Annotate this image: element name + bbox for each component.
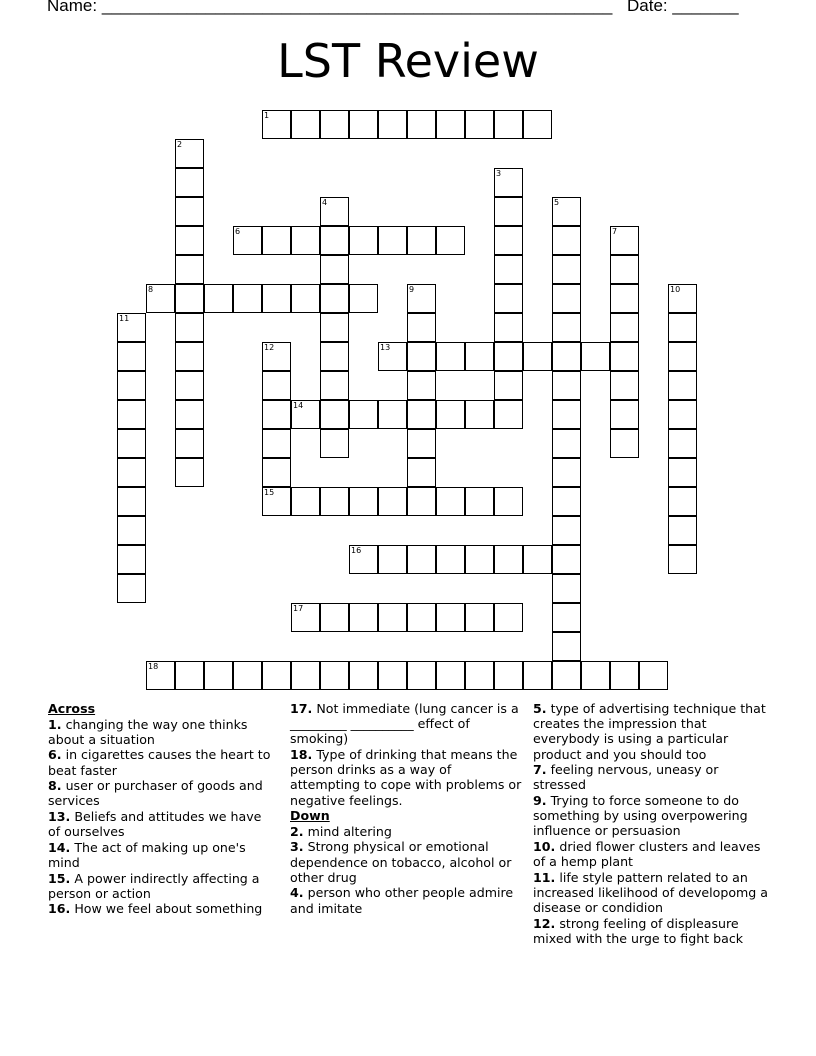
crossword-cell[interactable]	[552, 400, 581, 429]
crossword-cell[interactable]	[378, 661, 407, 690]
crossword-cell[interactable]	[523, 342, 552, 371]
clue-down-12: 12. strong feeling of displeasure mixed with the urge to fight back	[533, 915, 744, 946]
cell-number: 8	[148, 285, 154, 294]
cell-number: 9	[409, 285, 415, 294]
crossword-cell[interactable]	[349, 545, 378, 574]
crossword-cell[interactable]	[320, 371, 349, 400]
crossword-cell[interactable]	[436, 487, 465, 516]
crossword-cell[interactable]	[320, 284, 349, 313]
crossword-cell[interactable]	[407, 400, 436, 429]
crossword-cell[interactable]	[349, 110, 378, 139]
clue-across-6: 6. in cigarettes causes the heart to beat faster	[48, 747, 271, 778]
crossword-cell[interactable]	[552, 516, 581, 545]
crossword-cell[interactable]	[552, 313, 581, 342]
crossword-cell[interactable]	[407, 313, 436, 342]
crossword-cell[interactable]	[668, 429, 697, 458]
crossword-cell[interactable]	[117, 516, 146, 545]
crossword-cell[interactable]	[494, 661, 523, 690]
crossword-cell[interactable]	[204, 284, 233, 313]
clue-down-4: 4. person who other people admire and imitate	[290, 885, 514, 916]
crossword-cell[interactable]	[610, 226, 639, 255]
crossword-cell[interactable]	[465, 603, 494, 632]
crossword-cell[interactable]	[668, 458, 697, 487]
crossword-cell[interactable]	[668, 284, 697, 313]
crossword-cell[interactable]	[610, 371, 639, 400]
crossword-cell[interactable]	[117, 545, 146, 574]
crossword-cell[interactable]	[146, 661, 175, 690]
crossword-cell[interactable]	[668, 371, 697, 400]
crossword-cell[interactable]	[262, 110, 291, 139]
crossword-cell[interactable]	[320, 487, 349, 516]
crossword-cell[interactable]	[320, 197, 349, 226]
crossword-cell[interactable]	[349, 400, 378, 429]
cell-number: 4	[322, 198, 328, 207]
crossword-cell[interactable]	[233, 284, 262, 313]
clue-across-15: 15. A power indirectly affecting a person or action	[48, 870, 260, 901]
crossword-cell[interactable]	[668, 342, 697, 371]
crossword-cell[interactable]	[378, 226, 407, 255]
crossword-cell[interactable]	[494, 284, 523, 313]
crossword-cell[interactable]	[291, 487, 320, 516]
crossword-cell[interactable]	[668, 545, 697, 574]
crossword-cell[interactable]	[668, 516, 697, 545]
crossword-cell[interactable]	[349, 284, 378, 313]
crossword-cell[interactable]	[175, 400, 204, 429]
crossword-cell[interactable]	[378, 487, 407, 516]
crossword-cell[interactable]	[204, 661, 233, 690]
crossword-cell[interactable]	[552, 197, 581, 226]
clues-column-1	[48, 701, 276, 917]
crossword-cell[interactable]	[552, 255, 581, 284]
page-title: LST Review	[277, 34, 539, 88]
crossword-cell[interactable]	[320, 226, 349, 255]
crossword-cell[interactable]	[117, 371, 146, 400]
crossword-cell[interactable]	[407, 110, 436, 139]
crossword-cell[interactable]	[291, 603, 320, 632]
crossword-cell[interactable]	[117, 458, 146, 487]
crossword-cell[interactable]	[552, 342, 581, 371]
crossword-cell[interactable]	[320, 255, 349, 284]
name-label: Name:	[47, 0, 98, 15]
crossword-cell[interactable]	[668, 487, 697, 516]
name-blank[interactable]: ______________________________________________________	[101, 0, 613, 15]
crossword-cell[interactable]	[552, 603, 581, 632]
crossword-cell[interactable]	[117, 487, 146, 516]
crossword-cell[interactable]	[552, 632, 581, 661]
clue-down-11: 11. life style pattern related to an increased likelihood of developomg a disease or condidion	[533, 869, 769, 916]
crossword-cell[interactable]	[465, 400, 494, 429]
crossword-cell[interactable]	[407, 342, 436, 371]
crossword-cell[interactable]	[494, 197, 523, 226]
crossword-cell[interactable]	[320, 110, 349, 139]
crossword-cell[interactable]	[610, 313, 639, 342]
cell-number: 12	[264, 343, 275, 352]
clue-down-7: 7. feeling nervous, uneasy or stressed	[533, 762, 719, 793]
cell-number: 13	[380, 343, 391, 352]
crossword-cell[interactable]	[291, 400, 320, 429]
crossword-cell[interactable]	[407, 371, 436, 400]
crossword-cell[interactable]	[552, 371, 581, 400]
crossword-cell[interactable]	[320, 313, 349, 342]
crossword-cell[interactable]	[552, 661, 581, 690]
crossword-cell[interactable]	[494, 226, 523, 255]
clue-across-1: 1. changing the way one thinks about a situation	[48, 716, 248, 747]
crossword-cell[interactable]	[175, 661, 204, 690]
crossword-cell[interactable]	[436, 603, 465, 632]
cell-number: 17	[293, 604, 304, 613]
clue-across-14: 14. The act of making up one's mind	[48, 839, 246, 870]
cell-number: 10	[670, 285, 681, 294]
crossword-cell[interactable]	[117, 400, 146, 429]
date-label: Date:	[627, 0, 668, 15]
crossword-cell[interactable]	[349, 487, 378, 516]
crossword-cell[interactable]	[262, 400, 291, 429]
crossword-cell[interactable]	[320, 342, 349, 371]
cell-number: 1	[264, 111, 270, 120]
crossword-cell[interactable]	[175, 371, 204, 400]
cell-number: 6	[235, 227, 241, 236]
clue-across-16: 16. How we feel about something	[48, 901, 263, 917]
crossword-cell[interactable]	[291, 661, 320, 690]
cell-number: 18	[148, 662, 159, 671]
down-heading: Down	[290, 808, 330, 824]
crossword-cell[interactable]	[610, 255, 639, 284]
cell-number: 14	[293, 401, 304, 410]
cell-number: 7	[612, 227, 618, 236]
crossword-cell[interactable]	[552, 487, 581, 516]
crossword-cell[interactable]	[436, 661, 465, 690]
crossword-cell[interactable]	[175, 284, 204, 313]
crossword-cell[interactable]	[175, 168, 204, 197]
crossword-cell[interactable]	[262, 226, 291, 255]
crossword-cell[interactable]	[349, 661, 378, 690]
crossword-cell[interactable]	[320, 400, 349, 429]
crossword-cell[interactable]	[175, 313, 204, 342]
crossword-cell[interactable]	[581, 342, 610, 371]
crossword-cell[interactable]	[610, 342, 639, 371]
crossword-cell[interactable]	[378, 110, 407, 139]
crossword-cell[interactable]	[262, 429, 291, 458]
cell-number: 11	[119, 314, 130, 323]
crossword-cell[interactable]	[233, 661, 262, 690]
crossword-cell[interactable]	[175, 458, 204, 487]
crossword-cell[interactable]	[378, 342, 407, 371]
crossword-cell[interactable]	[175, 342, 204, 371]
crossword-cell[interactable]	[494, 342, 523, 371]
crossword-cell[interactable]	[639, 661, 668, 690]
crossword-cell[interactable]	[291, 226, 320, 255]
crossword-cell[interactable]	[552, 458, 581, 487]
crossword-cell[interactable]	[349, 226, 378, 255]
clue-down-10: 10. dried flower clusters and leaves of a hemp plant	[533, 839, 761, 870]
crossword-cell[interactable]	[465, 487, 494, 516]
crossword-cell[interactable]	[320, 603, 349, 632]
crossword-cell[interactable]	[494, 487, 523, 516]
cell-number: 3	[496, 169, 502, 178]
crossword-cell[interactable]	[349, 603, 378, 632]
crossword-cell[interactable]	[436, 110, 465, 139]
crossword-cell[interactable]	[436, 400, 465, 429]
crossword-cell[interactable]	[523, 545, 552, 574]
crossword-cell[interactable]	[262, 342, 291, 371]
crossword-cell[interactable]	[407, 487, 436, 516]
clue-down-2: 2. mind altering	[290, 823, 392, 839]
clue-down-5: 5. type of advertising technique that creates the impression that everybody is using a particular product and you should too	[533, 701, 766, 762]
crossword-cell[interactable]	[552, 429, 581, 458]
crossword-cell[interactable]	[407, 458, 436, 487]
crossword-cell[interactable]	[407, 429, 436, 458]
crossword-cell[interactable]	[407, 661, 436, 690]
crossword-cell[interactable]	[320, 429, 349, 458]
crossword-cell[interactable]	[494, 313, 523, 342]
crossword-cell[interactable]	[581, 661, 610, 690]
crossword-cell[interactable]	[610, 661, 639, 690]
crossword-cell[interactable]	[465, 545, 494, 574]
crossword-cell[interactable]	[494, 110, 523, 139]
crossword-cell[interactable]	[494, 255, 523, 284]
crossword-cell[interactable]	[494, 545, 523, 574]
crossword-cell[interactable]	[262, 284, 291, 313]
crossword-cell[interactable]	[494, 371, 523, 400]
crossword-cell[interactable]	[175, 226, 204, 255]
crossword-cell[interactable]	[175, 197, 204, 226]
crossword-cell[interactable]	[552, 226, 581, 255]
clue-down-3: 3. Strong physical or emotional dependence on tobacco, alcohol or other drug	[290, 839, 512, 885]
cell-number: 2	[177, 140, 183, 149]
crossword-cell[interactable]	[436, 226, 465, 255]
crossword-cell[interactable]	[610, 400, 639, 429]
crossword-cell[interactable]	[291, 284, 320, 313]
cell-number: 15	[264, 488, 275, 497]
crossword-cell[interactable]	[117, 429, 146, 458]
clue-across-17: 17. Not immediate (lung cancer is a _________ __________ effect of smoking)	[290, 701, 519, 747]
crossword-cell[interactable]	[262, 371, 291, 400]
crossword-cell[interactable]	[233, 226, 262, 255]
crossword-cell[interactable]	[436, 545, 465, 574]
crossword-cell[interactable]	[465, 110, 494, 139]
crossword-cell[interactable]	[523, 110, 552, 139]
cell-number: 16	[351, 546, 362, 555]
clue-down-9: 9. Trying to force someone to do something by using overpowering influence or persuasion	[533, 793, 748, 839]
clue-across-13: 13. Beliefs and attitudes we have of ourselves	[48, 808, 262, 840]
crossword-cell[interactable]	[494, 400, 523, 429]
crossword-cell[interactable]	[175, 429, 204, 458]
crossword-cell[interactable]	[262, 661, 291, 690]
cell-number: 5	[554, 198, 560, 207]
crossword-cell[interactable]	[436, 342, 465, 371]
crossword-cell[interactable]	[320, 661, 349, 690]
clue-across-18: 18. Type of drinking that means the person drinks as a way of attempting to cope with problems or negative feelings.	[290, 747, 522, 808]
crossword-cell[interactable]	[378, 545, 407, 574]
crossword-cell[interactable]	[552, 545, 581, 574]
crossword-cell[interactable]	[262, 487, 291, 516]
crossword-cell[interactable]	[610, 429, 639, 458]
crossword-cell[interactable]	[117, 574, 146, 603]
crossword-cell[interactable]	[378, 400, 407, 429]
across-heading: Across	[48, 701, 96, 716]
crossword-cell[interactable]	[407, 284, 436, 313]
clues-column-3	[533, 701, 769, 947]
crossword-cell[interactable]	[291, 110, 320, 139]
crossword-cell[interactable]	[117, 342, 146, 371]
crossword-cell[interactable]	[668, 400, 697, 429]
crossword-cell[interactable]	[175, 139, 204, 168]
crossword-cell[interactable]	[378, 603, 407, 632]
crossword-cell[interactable]	[262, 458, 291, 487]
crossword-cell[interactable]	[407, 545, 436, 574]
crossword-cell[interactable]	[552, 284, 581, 313]
crossword-cell[interactable]	[610, 284, 639, 313]
crossword-cell[interactable]	[407, 603, 436, 632]
crossword-cell[interactable]	[175, 255, 204, 284]
crossword-cell[interactable]	[523, 661, 552, 690]
clue-across-8: 8. user or purchaser of goods and services	[48, 778, 263, 809]
crossword-cell[interactable]	[407, 226, 436, 255]
crossword-cell[interactable]	[552, 574, 581, 603]
crossword-cell[interactable]	[668, 313, 697, 342]
crossword-cell[interactable]	[494, 603, 523, 632]
crossword-cell[interactable]	[465, 342, 494, 371]
crossword-cell[interactable]	[146, 284, 175, 313]
crossword-cell[interactable]	[465, 661, 494, 690]
crossword-cell[interactable]	[117, 313, 146, 342]
date-blank[interactable]: _______	[672, 0, 739, 15]
crossword-cell[interactable]	[494, 168, 523, 197]
clues-column-2	[290, 701, 524, 916]
